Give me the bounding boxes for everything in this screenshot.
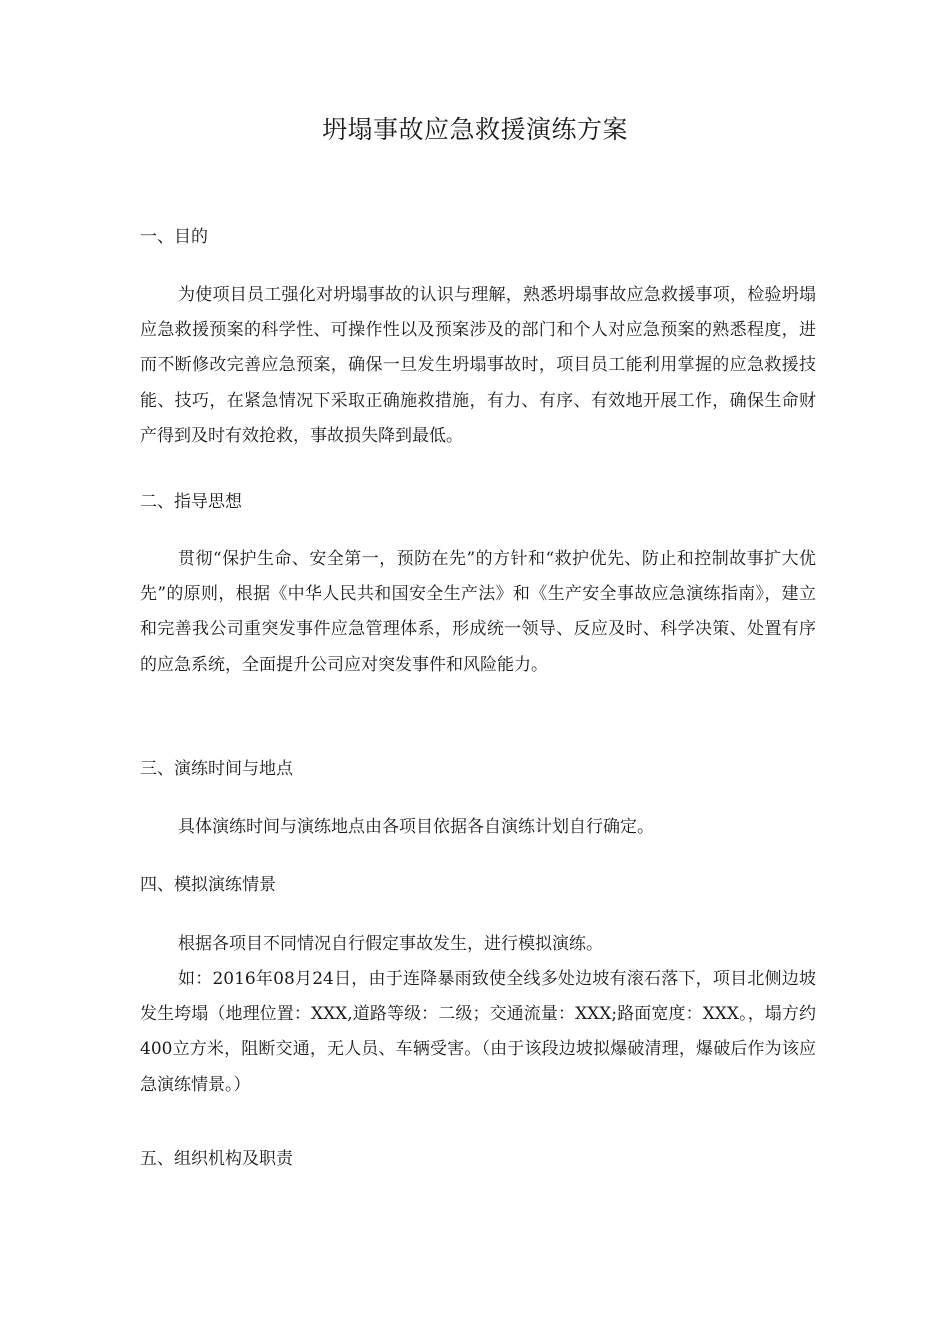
paragraph-scenario-example: 如：2016年08月24日，由于连降暴雨致使全线多处边坡有滚石落下，项目北侧边坡发生垮塌（地理位置：XXX,道路等级：二级；交通流量：XXX;路面宽度：XXX。，塌方约400立方米，阻断交通，无人员、车辆受害。（由于该段边坡拟爆破清理，爆破后作为该应急演练情景。） (140, 969, 816, 1095)
paragraph-guiding-ideology: 贯彻“保护生命、安全第一，预防在先”的方针和“救护优先、防止和控制故事扩大优先”的原则，根据《中华人民共和国安全生产法》和《生产安全事故应急演练指南》，建立和完善我公司重突发事件应急管理体系，形成统一领导、反应及时、科学决策、处置有序的应急系统，全面提升公司应对突发事件和风险能力。 (140, 549, 816, 675)
section-heading-organization: 五、组织机构及职责 (140, 1149, 293, 1169)
section-heading-time-location: 三、演练时间与地点 (140, 759, 293, 779)
section-heading-scenario: 四、模拟演练情景 (140, 875, 276, 895)
paragraph-scenario-intro: 根据各项目不同情况自行假定事故发生，进行模拟演练。 (178, 934, 603, 954)
section-heading-guiding-ideology: 二、指导思想 (140, 492, 242, 512)
paragraph-purpose: 为使项目员工强化对坍塌事故的认识与理解，熟悉坍塌事故应急救援事项，检验坍塌应急救援预案的科学性、可操作性以及预案涉及的部门和个人对应急预案的熟悉程度，进而不断修改完善应急预案，确保一旦发生坍塌事故时，项目员工能利用掌握的应急救援技能、技巧，在紧急情况下采取正确施救措施，有力、有序、有效地开展工作，确保生命财产得到及时有效抢救，事故损失降到最低。 (140, 285, 816, 446)
document-title: 坍塌事故应急救援演练方案 (321, 115, 628, 144)
paragraph-time-location: 具体演练时间与演练地点由各项目依据各自演练计划自行确定。 (178, 817, 654, 837)
section-heading-purpose: 一、目的 (140, 227, 208, 247)
